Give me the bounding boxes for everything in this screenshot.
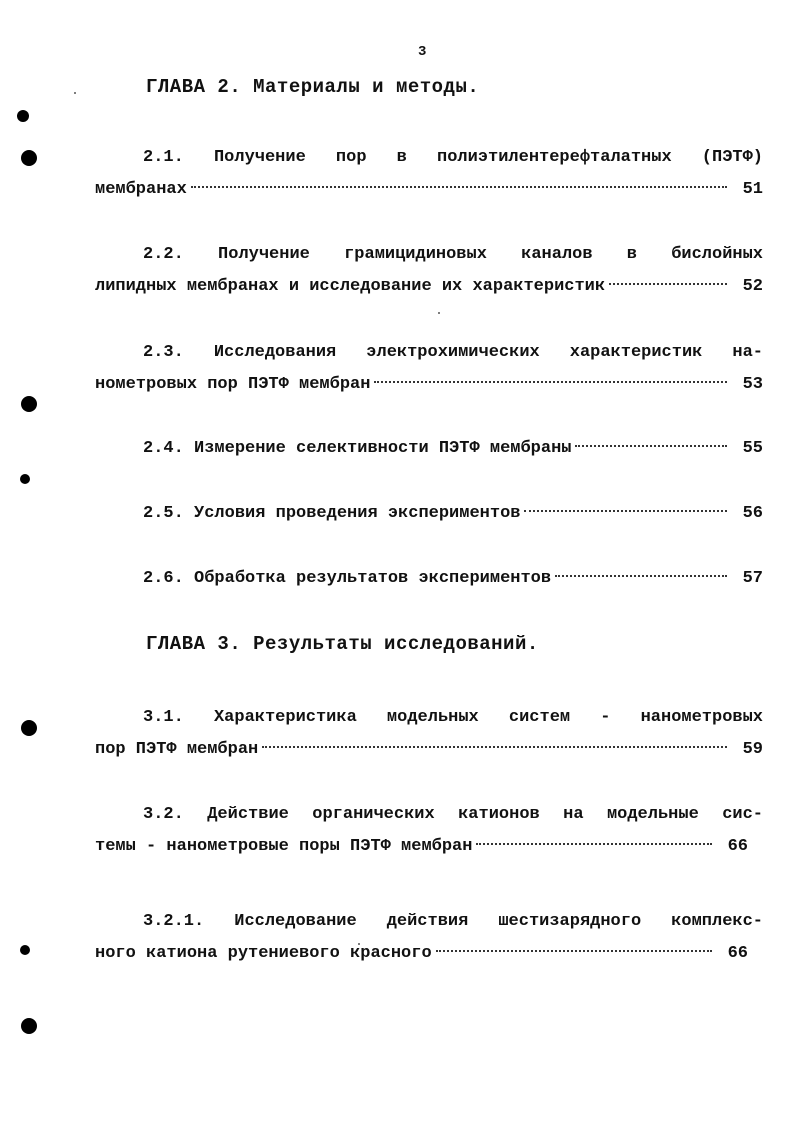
binder-hole: [21, 1018, 37, 1034]
dot-leader: [609, 283, 727, 285]
dot-leader: [191, 186, 727, 188]
dot-leader: [436, 950, 712, 952]
toc-entry-2-4[interactable]: 2.4. Измерение селективности ПЭТФ мембраны 55: [95, 437, 763, 461]
chapter-3-heading: ГЛАВА 3. Результаты исследований.: [146, 633, 539, 655]
page-ref: 53: [742, 375, 763, 394]
dot-leader: [524, 510, 727, 512]
dot-leader: [476, 843, 712, 845]
binder-hole: [17, 110, 29, 122]
toc-entry-2-5[interactable]: 2.5. Условия проведения экспериментов 56: [95, 502, 763, 526]
page-ref: 52: [742, 277, 763, 296]
binder-hole: [20, 474, 30, 484]
toc-entry-2-3[interactable]: 2.3. Исследования электрохимических характеристик на- нометровых пор ПЭТФ мембран 53: [95, 341, 763, 397]
toc-entry-3-2-1[interactable]: 3.2.1. Исследование действия шестизарядного комплекс- ного катиона рутениевого красного 66: [95, 910, 763, 966]
page-ref: 59: [742, 740, 763, 759]
page-ref: 56: [742, 504, 763, 523]
toc-entry-2-1[interactable]: 2.1. Получение пор в полиэтилентерефталатных (ПЭТФ) мембранах 51: [95, 146, 763, 202]
scan-speck: [74, 92, 76, 94]
toc-entry-3-2[interactable]: 3.2. Действие органических катионов на модельные сис- темы - нанометровые поры ПЭТФ мембран 66: [95, 803, 763, 859]
page-ref: 57: [742, 569, 763, 588]
scan-speck: [438, 312, 440, 314]
chapter-2-heading: ГЛАВА 2. Материалы и методы.: [146, 76, 480, 98]
dot-leader: [374, 381, 727, 383]
page-ref: 55: [742, 439, 763, 458]
page-number: 3: [418, 44, 427, 60]
page-ref: 66: [727, 944, 748, 963]
binder-hole: [21, 720, 37, 736]
toc-entry-2-2[interactable]: 2.2. Получение грамицидиновых каналов в бислойных липидных мембранах и исследование их характеристик 52: [95, 243, 763, 299]
toc-entry-3-1[interactable]: 3.1. Характеристика модельных систем - нанометровых пор ПЭТФ мембран 59: [95, 706, 763, 762]
dot-leader: [575, 445, 727, 447]
binder-hole: [21, 396, 37, 412]
binder-hole: [21, 150, 37, 166]
dot-leader: [262, 746, 727, 748]
page-ref: 66: [727, 837, 748, 856]
toc-entry-2-6[interactable]: 2.6. Обработка результатов экспериментов 57: [95, 567, 763, 591]
dot-leader: [555, 575, 727, 577]
page-ref: 51: [742, 180, 763, 199]
binder-hole: [20, 945, 30, 955]
